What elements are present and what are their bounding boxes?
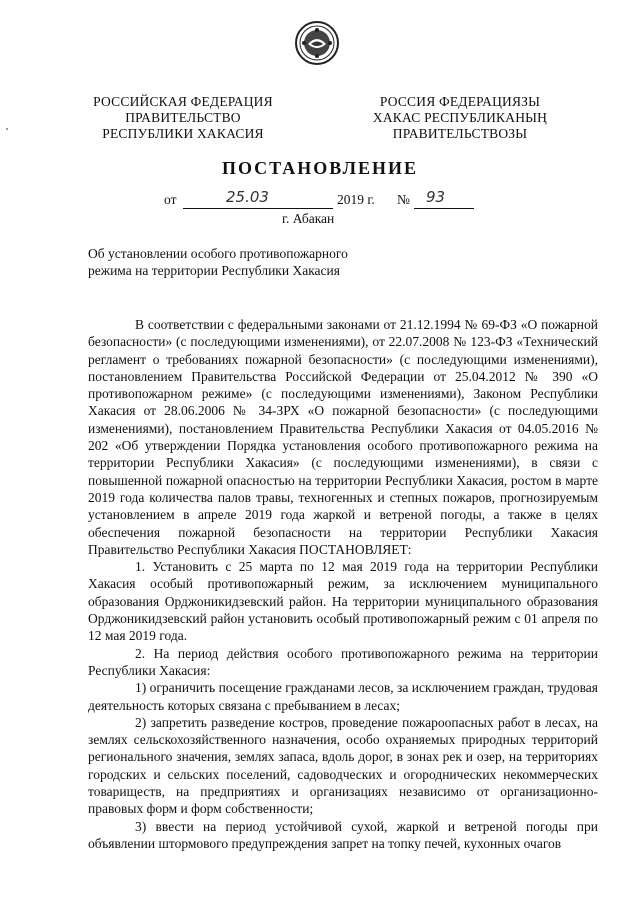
- clause-2-paragraph: 2. На период действия особого противопожарного режима на территории Республики Хакасия:: [88, 645, 598, 678]
- handwritten-date: 25.03: [226, 188, 269, 206]
- city-label: г. Абакан: [282, 211, 335, 226]
- header-right-line: ХАКАС РЕСПУБЛИКАНЫҢ: [372, 110, 548, 125]
- subject-line: режима на территории Республики Хакасия: [88, 263, 340, 278]
- coat-of-arms-icon: [294, 20, 340, 66]
- preamble-paragraph: В соответствии с федеральными законами от 21.12.1994 № 69-ФЗ «О пожарной безопасности» (с последующими изменениями), от 22.07.2008 № 123-ФЗ «Технический регламент о требованиях пожарной безопасности» (с последующими изменениями), постановлением Правительства Российской Федерации от 25.04.2012 № 390 «О противопожарном режиме» (с последующими изменениями), Законом Республики Хакасия от 28.06.2006 № 34-ЗРХ «О пожарной безопасности» (с последующими изменениями), постановлением Правительства Республики Хакасия от 04.05.2016 № 202 «Об утверждении Порядка установления особого противопожарного режима на территории Республики Хакасия» (с последующими изменениями), в связи с повышенной пожарной опасностью на территории Республики Хакасия, ростом в марте 2019 года количества палов травы, техногенных и степных пожаров, прогнозируемым установлением в апреле 2019 года жаркой и ветреной погоды, а также в целях обеспечения пожарной безопасности на территории Республики Хакасия Правительство Республики Хакасия ПОСТАНОВЛЯЕТ:: [88, 317, 598, 557]
- date-from-label: от: [164, 192, 177, 207]
- subclause-3-paragraph: 3) ввести на период устойчивой сухой, жаркой и ветреной погоды при объявлении штормового предупреждения запрет на топку печей, кухонных очагов: [88, 818, 598, 851]
- header-right-line: ПРАВИТЕЛЬСТВОЗЫ: [392, 126, 528, 141]
- handwritten-number: 93: [426, 188, 446, 206]
- date-year: 2019 г.: [337, 192, 375, 207]
- header-right-line: РОССИЯ ФЕДЕРАЦИЯЗЫ: [379, 94, 541, 109]
- subclause-1-paragraph: 1) ограничить посещение гражданами лесов, за исключением граждан, трудовая деятельность которых связана с пребыванием в лесах;: [88, 680, 598, 713]
- subclause-2-paragraph: 2) запретить разведение костров, проведение пожароопасных работ в лесах, на землях сельскохозяйственного назначения, особо охраняемых природных территорий регионального значения, землях запаса, вдоль дорог, в зонах рек и озер, на территориях городских и сельских поселений, садоводческих и огороднических некоммерческих товариществ, на предприятиях и организациях независимо от организационно-правовых форм и форм собственности;: [88, 714, 598, 817]
- clause-1-paragraph: 1. Установить с 25 марта по 12 мая 2019 года на территории Республики Хакасия особый противопожарный режим, за исключением муниципального образования Орджоникидзевский район. На территории муниципального образования Орджоникидзевский район установить особый противопожарный режим с 01 апреля по 12 мая 2019 года.: [88, 559, 598, 644]
- header-left-line: РЕСПУБЛИКИ ХАКАСИЯ: [102, 126, 264, 141]
- subject-block: [88, 245, 408, 279]
- header-left-line: РОССИЙСКАЯ ФЕДЕРАЦИЯ: [93, 94, 273, 109]
- number-label: №: [397, 192, 410, 207]
- scan-speck: [6, 128, 8, 130]
- document-body: [88, 316, 598, 852]
- subject-line: Об установлении особого противопожарного: [88, 246, 348, 261]
- header-left-block: [88, 94, 278, 142]
- document-title: ПОСТАНОВЛЕНИЕ: [221, 158, 419, 178]
- header-right-block: [360, 94, 560, 142]
- header-left-line: ПРАВИТЕЛЬСТВО: [125, 110, 241, 125]
- date-number-line: [0, 190, 640, 210]
